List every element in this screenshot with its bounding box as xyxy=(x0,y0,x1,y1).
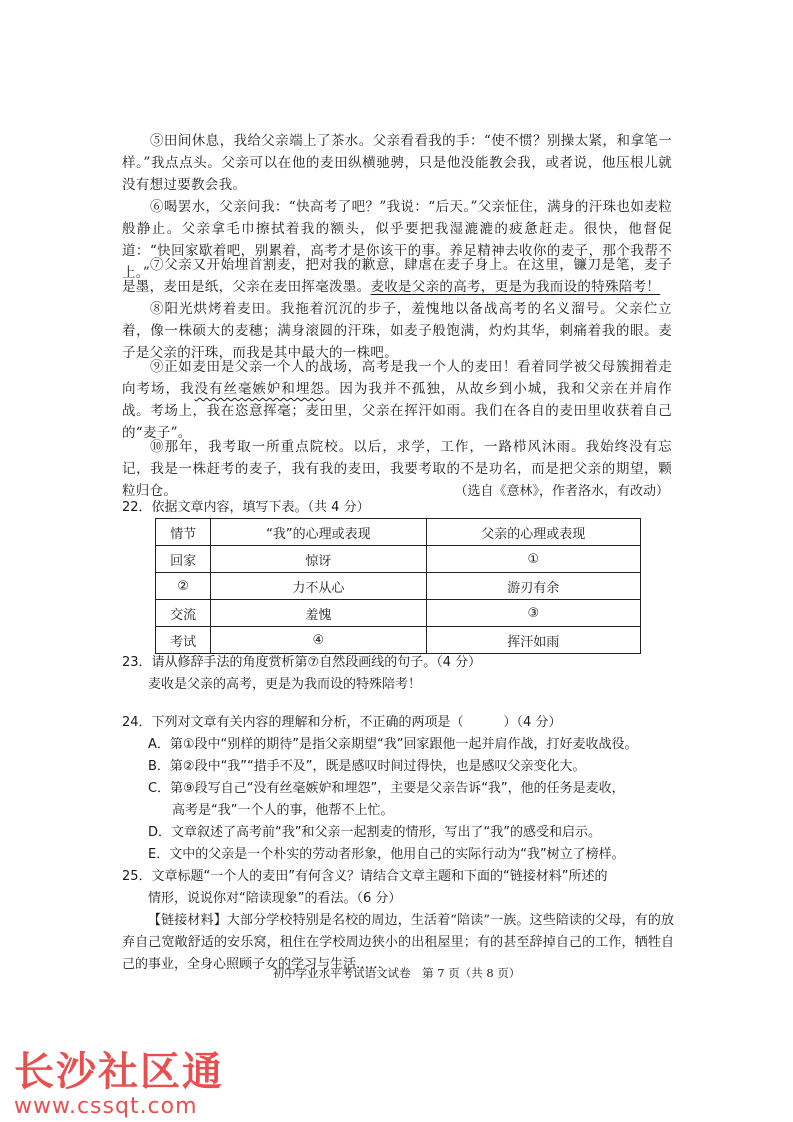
paragraph-9-text-b: 。因为我并不孤独，从故乡到小城，我和父亲在并肩作战。考场上，我在恣意挥毫；麦田里，父亲在挥汗如雨。我们在各自的麦田里收获着自己的“麦子”。 xyxy=(122,381,673,441)
question-23-quote: 麦收是父亲的高考，更是为我而设的特殊陪考！ xyxy=(148,677,422,692)
link-material-label: 【链接材料】 xyxy=(148,913,227,928)
link-material-text: 大部分学校特别是名校的周边，生活着“陪读”一族。这些陪读的父母，有的放弃自己宽敞舒适的安乐窝，租住在学校周边狭小的出租屋里；有的甚至辞掉自己的工作，牺牲自己的事业，全身心照顾子女的学习与生活…… xyxy=(122,913,674,972)
paragraph-10: ⑩那年，我考取一所重点院校。以后，求学，工作，一路栉风沐雨。我始终没有忘记，我是一株赶考的麦子，我有我的麦田，我要考取的不是功名，而是把父亲的期望，颗粒归仓。 xyxy=(122,439,672,499)
table-header-row xyxy=(156,519,641,546)
question-24-stem-text: 24．下列对文章有关内容的理解和分析，不正确的两项是（ xyxy=(122,715,464,730)
table-cell: ④ xyxy=(211,627,426,654)
table-cell: 游刃有余 xyxy=(426,573,640,600)
wavy-underlined-phrase: 没有丝毫嫉妒和埋怨 xyxy=(194,381,325,397)
paragraph-7-text: ⑦父亲又开始埋首割麦，把对我的歉意，肆虐在麦子身上。在这里，镰刀是笔，麦子是墨，麦田是纸，父亲在麦田挥毫泼墨。 xyxy=(122,257,672,295)
table-header: “我”的心理或表现 xyxy=(211,519,426,546)
watermark-name: 长沙社区通 xyxy=(14,1049,224,1095)
question-23-stem: 23．请从修辞手法的角度赏析第⑦自然段画线的句子。（4 分） xyxy=(122,655,482,670)
paragraph-8: ⑧阳光烘烤着麦田。我拖着沉沉的步子，羞愧地以备战高考的名义溜号。父亲伫立着，像一株硕大的麦穗；满身滚圆的汗珠，如麦子般饱满，灼灼其华，刺痛着我的眼。麦子是父亲的汗珠，而我是其中最大的一株吧。 xyxy=(122,301,672,361)
table-header: 父亲的心理或表现 xyxy=(426,519,640,546)
option-b: B．第②段中“我”“措手不及”，既是感叹时间过得快，也是感叹父亲变化大。 xyxy=(148,759,586,774)
table-cell: 力不从心 xyxy=(211,573,426,600)
table-cell: 考试 xyxy=(156,627,211,654)
table-cell: ③ xyxy=(426,600,640,627)
paragraph-6: ⑥喝罢水，父亲问我：“快高考了吧？”我说：“后天。”父亲怔住，满身的汗珠也如麦粒般静止。父亲拿毛巾擦拭着我的额头，似乎要把我湿漉漉的疲惫赶走。很快，他督促道：“快回家歇着吧，别累着，高考才是你该干的事。养足精神去收你的麦子，那个我帮不上。” xyxy=(122,199,672,281)
table-cell: 挥汗如雨 xyxy=(426,627,640,654)
question-24-score: ）（4 分） xyxy=(503,715,562,730)
table-cell: ② xyxy=(156,573,211,600)
paragraph-9 xyxy=(122,356,672,444)
option-d: D．文章叙述了高考前“我”和父亲一起割麦的情形，写出了“我”的感受和启示。 xyxy=(148,825,601,840)
paragraph-7 xyxy=(122,254,672,298)
underlined-sentence: 麦收是父亲的高考，更是为我而设的特殊陪考！ xyxy=(370,279,661,295)
paragraph-9-text-a: ⑨正如麦田是父亲一个人的战场，高考是我一个人的麦田！看着同学被父母簇拥着走向考场，我 xyxy=(122,359,672,397)
watermark-url: www.cssqt.com xyxy=(14,1094,198,1119)
option-c: C．第⑨段写自己“没有丝毫嫉妒和埋怨”，主要是父亲告诉“我”，他的任务是麦收， xyxy=(148,781,625,796)
table-row xyxy=(156,600,641,627)
option-a: A．第①段中“别样的期待”是指父亲期望“我”回家跟他一起并肩作战，打好麦收战役。 xyxy=(148,737,638,752)
passage-source: （选自《意林》，作者洛水，有改动） xyxy=(454,484,669,499)
watermark xyxy=(14,1050,224,1120)
question-22-table xyxy=(155,518,641,654)
table-row xyxy=(156,573,641,600)
question-22-stem: 22．依据文章内容，填写下表。（共 4 分） xyxy=(122,500,370,515)
question-24-stem xyxy=(122,712,682,734)
option-c-continued: 高考是“我”一个人的事，他帮不上忙。 xyxy=(172,803,394,818)
table-cell: 惊讶 xyxy=(211,546,426,573)
table-header: 情节 xyxy=(156,519,211,546)
table-row xyxy=(156,546,641,573)
option-e: E．文中的父亲是一个朴实的劳动者形象，他用自己的实际行动为“我”树立了榜样。 xyxy=(148,847,625,862)
table-cell: 交流 xyxy=(156,600,211,627)
question-25-stem-line1: 25．文章标题“一个人的麦田”有何含义？请结合文章主题和下面的“链接材料”所述的 xyxy=(122,869,608,884)
table-row xyxy=(156,627,641,654)
table-cell: ① xyxy=(426,546,640,573)
table-cell: 羞愧 xyxy=(211,600,426,627)
paragraph-5: ⑤田间休息，我给父亲端上了茶水。父亲看看我的手：“使不惯？别操太紧，和拿笔一样。”我点点头。父亲可以在他的麦田纵横驰骋，只是他没能教会我，或者说，他压根儿就没有想过要教会我。 xyxy=(122,133,672,193)
table-cell: 回家 xyxy=(156,546,211,573)
page-footer: 初中学业水平考试语文试卷 第 7 页（共 8 页） xyxy=(272,966,521,980)
question-25-stem-line2: 情形，说说你对“陪读现象”的看法。（6 分） xyxy=(148,891,402,906)
